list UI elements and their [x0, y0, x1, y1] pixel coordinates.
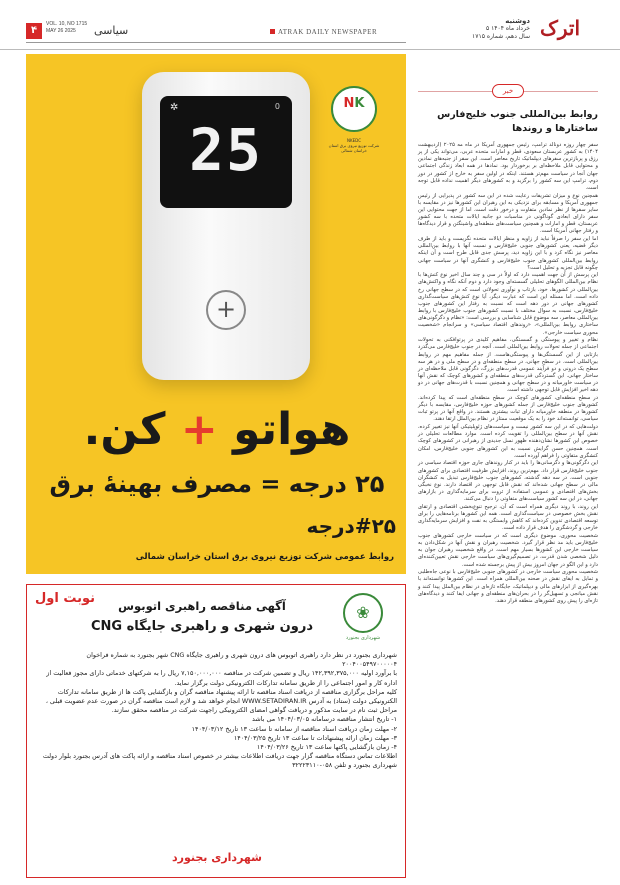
article-paragraph: این پرسش از آن جهت اهمیت دارد که اولاً در سی و چند سال اخیر نوع کنش‌ها با نظام بین‌المللی الگوهای تحلیلی گسسته‌ای وجود دارد و دوم آنکه نگاه و واکنش‌های بین‌المللی در کشورها، خود، بازتاب و نوآوری تحولاتی است که در سطح جهانی رخ داده است. اما مسئله این است که عبارت دیگر، آیا نوع کنش‌های سیاست‌گذاری کشورهای جهانی در دور دهه است که نسبت به رفتار این کشورهای جنوب خلیج‌فارس، نسبت به سوال مختلف با نسبت کشورهای جنوب خلیج‌فارس با روابط بین‌المللی معاصر، سه موضوع قابل شناسایی و بررسی است: «نظام و دگرگونی‌های ساختاری روابط بین‌المللی»، «روندهای اقتصاد سیاسی» و سرانجام «شخصیت محوری سیاست خارجی». — [418, 272, 598, 336]
paper-name-text: ATRAK DAILY NEWSPAPER — [278, 28, 378, 36]
slogan-headline — [34, 404, 400, 455]
article-paragraph: در سطح منطقه‌ای، کشورهای کوچک در سطح منطقه‌ای است که پیدا کرده‌اند. کشورهای جنوب خلیج‌فارس از جمله کشورهای حوزه خلیج‌فارس، مقایسه با دیگر کشورها در منطقه خاورمیانه دارای ثبات بیشتری هستند. در واقع آنها در پرتو ثبات سیاسی، توانسته‌اند خود را به یک موقعیت ممتاز در نظام بین‌الملل ارتقا دهند. — [418, 394, 598, 423]
red-square-icon — [270, 29, 275, 34]
snowflake-icon: ✲ — [170, 102, 179, 113]
tender-body — [35, 651, 397, 771]
hashtag: #۲۵درجه — [306, 514, 396, 538]
page-number: ۴ — [26, 23, 42, 39]
issue-number: سال دهم، شماره ۱۷۱۵ — [472, 33, 530, 40]
tender-paragraph: ۱- تاریخ انتشار مناقصه درسامانه ۱۴۰۴/۰۳/۰۵ می باشد — [252, 715, 397, 724]
brand-mark-text: NKEDC — [346, 138, 361, 143]
newspaper-logo: اترک — [540, 16, 581, 40]
slogan-part1: هواتو — [233, 404, 351, 455]
ad-footer: روابط عمومی شرکت توزیع نیروی برق استان خراسان شمالی — [135, 552, 394, 562]
tender-title: آگهی مناقصه راهبری اتوبوس — [118, 599, 286, 613]
issue-date-block — [424, 17, 530, 41]
date-line-en: MAY 26 2025 — [46, 28, 76, 34]
paper-name — [270, 28, 377, 36]
section-name: سیاسی — [94, 24, 129, 37]
tender-signature: شهرداری بجنورد — [171, 851, 262, 864]
article-paragraph: همچنین نوع و میزان تشریفات رعایت شده در این سه کشور در پذیرایی از رئیس جمهوری آمریکا و مسابقه برای نزدیکی به این رهبران این کشورها نیز در مقایسه با سایر سفرها از نظر نمادین متفاوت و درخور دقت است. اما از جهت محتوایی این سفر دارای ابعادی گوناگونی در مناسبات دو جانبه ایالات متحده با سه کشور عربستان، قطر و امارات و همچنین سیاست‌های منطقه‌ای واشینگتن و قرار دیدگاه‌ها و رفتار جهانی آمریکا است. — [418, 192, 598, 235]
page-header — [0, 0, 620, 50]
tender-paragraph: ۴- زمان بازگشایی پاکتها ساعت ۱۳ تاریخ ۱۴۰۴/۰۳/۲۶ — [256, 743, 397, 752]
nkedc-logo — [331, 86, 377, 132]
tender-notice — [26, 584, 406, 878]
tender-paragraph: اطلاعات تماس دستگاه مناقصه گزار جهت دریافت اطلاعات بیشتر در خصوص اسناد مناقصه و ارائه پاکت های آدرس بجنورد بلوار دولت شهرداری بجنورد و تلفن ۰۵۸-۳۲۲۲۳۱۱۰ — [42, 752, 397, 770]
tender-subtitle: درون شهری و راهبری جایگاه CNG — [90, 619, 313, 634]
tender-paragraph: کلیه مراحل برگزاری مناقصه از دریافت اسناد مناقصه تا ارائه پیشنهاد مناقصه گران و بازگشایی پاکت ها از طریق سامانه تدارکات الکترونیکی دولت (ستاد) به آدرس WWW.SETADIRAN.IR انجام خواهد شد و لازم است مناقصه گران در صورت عدم عضویت قبلی ، مراحل ثبت نام در سایت مذکور و دریافت گواهی امضای الکترونیکی راجهت شرکت در مناقصه محقق سازند. — [45, 687, 397, 715]
municipality-seal-icon: ❀ — [343, 593, 383, 633]
article-paragraph: دولت‌هایی که در این سه کشور نیست و سیاست‌های ژئوپلیتیکی آنها نیز تغییر کرده، نقش آنها در سطح بین‌المللی را تقویت کرده است. موارد مطالعات تحلیلی در خصوص این کشورها نشان‌دهنده ظهور نسل جدیدی از رهبرانی در کشورهای کوچک است. همچنین حسن گرایش نسبت به این کشورهای جنوبی خلیج‌فارس، امکان کنشگری متفاوتی را فراهم آورده است. — [418, 424, 598, 459]
header-divider — [26, 42, 406, 43]
thermostat-screen — [160, 96, 292, 208]
slogan-part2: کن. — [83, 404, 166, 455]
thermostat-advertisement — [26, 54, 406, 574]
article-paragraph: نظام و تغییر و پیوستگی و گسستگی، مفاهیم کلیدی در پرتوافکنی به تحولات اجتماعی از جمله تحولات روابط بین‌المللی است. آنچه در جنوب خلیج‌فارس می‌گذرد بازتابی از این گسستگی‌ها و پیوستگی‌هاست. از جمله مفاهیم مهم در روابط بین‌المللی است. در سطح جهانی، در سطح منطقه‌ای و در سطح ملی و در هر سه سطح یک درونی و دو فرآیند عمومی قدرت‌های بزرگ، دگرگونی قابل ملاحظه‌ای در ساختار جهانی. این گستردگی قدرت‌های منطقه‌ای و کشورهای کوچک که نقش آنها در سیاست خاورمیانه و در سطح جهانی و همچنین نسبت با قدرت‌های جهانی در دو دهه اخیر افزایش قابل توجهی داشته است. — [418, 337, 598, 394]
day-of-week: دوشنبه — [505, 17, 530, 25]
tender-paragraph: ۲- مهلت زمان دریافت اسناد مناقصه از سامانه تا ساعت ۱۳ تاریخ ۱۴۰۴/۰۳/۱۲ — [191, 724, 397, 733]
news-label — [418, 84, 598, 98]
tender-paragraph: با برآورد اولیه ۱۴۲,۳۹۲,۳۷۵,۰۰۰ ریال و تضمین شرکت در مناقصه ۷,۱۵۰,۰۰۰,۰۰۰ ریال را به شرکتهای خدماتی دارای مجوز فعالیت از اداره کار و امور اجتماعی را از طریق سامانه تدارکات الکترونیکی دولت برگزار نماید. — [46, 669, 397, 687]
thermostat-device — [142, 72, 310, 380]
article-paragraph: سفر چهار روزه دونالد ترامپ، رئیس جمهوری آمریکا در ماه مه ۲۰۲۵ (اردیبهشت ۱۴۰۴) به کشور عربستان سعودی، قطر و امارات متحده عربی، می‌تواند یکی از پر رزق و پربازترین سفرهای دیپلماتیک تاریخ معاصر است. این سفر از جنبه‌های نمادین و محتوایی قابل ملاحظه‌ای بر برخوردار بود. نمادها در همه ابعاد زندگی اجتماعی جهان آنجا در سیاست مهم‌تر هستند. اینکه در اولین سفر به خارج از کشور در دور دوم، ترامپ این سه کشور را برگزید و به کشورهای دیگر اهمیت نداده قابل توجه است. — [418, 142, 598, 191]
volume-info — [46, 21, 87, 35]
article-paragraph: شخصیت محوری، موضوع دیگری است که در سیاست خارجی کشورهای جنوب خلیج‌فارس باید مد نظر قرار گیرد. شخصیت رهبران و نقش آنها در شکل‌دادن به سیاست خارجی این کشورها بسیار مهم است. در واقع شخصیت رهبران جوان به دلیل شخصی شدن قدرت، در تصمیم‌گیری‌های سیاست خارجی نقش تعیین‌کننده‌ای دارد و این الگو در جهان امروز بیش از پیش برجسته شده است. — [418, 532, 598, 568]
tender-paragraph: شهرداری بجنورد در نظر دارد راهبری اتوبوس های درون شهری و راهبری جایگاه CNG شهر بجنورد به شماره فراخوان ۲۰۰۴۰۰۵۴۹۷۰۰۰۰۰۴ — [86, 651, 397, 669]
article-headline: روابط بین‌المللی جنوب خلیج‌فارس ساختارها و روندها — [437, 109, 598, 134]
plus-icon: + — [206, 290, 246, 330]
brand-caption-text: شرکت توزیع نیروی برق استان خراسان شمالی — [328, 143, 380, 153]
temperature-display: 25 — [189, 116, 263, 184]
notice-badge: نوبت اول — [35, 591, 96, 606]
article-paragraph: این دگرگونی‌ها و دگرسانی‌ها را باید در کنار روندهای جاری حوزه اقتصاد سیاسی در جنوب خلیج‌فارس قرار داد. مهم‌ترین روند، افزایش ظرفیت اقتصادی برای کشورهای جنوبی است. در سه دهه گذشته، کشورهای جنوب خلیج‌فارس تبدیل به کنشگران مالی در سطح جهانی شده‌اند که نقش قابل توجهی در اقتصاد دارند. نوع نخبگی بخش‌های اقتصادی و عمومی استفاده از ثروت برای سرمایه‌گذاری در بازارهای جهانی، در این سه کشور سیاست‌های متفاوتی را دنبال می‌کنند. — [418, 460, 598, 503]
article-paragraph: شخصیت محوری سیاست خارجی در کشورهای جنوبی خلیج‌فارس با نوعی جاه‌طلبی و تمایل به ایفای نقش در صحنه بین‌المللی همراه است. این کشورها توانسته‌اند با بهره‌گیری از ابزارهای مالی و دیپلماتیک، جایگاه تازه‌ای در نظام بین‌الملل پیدا کنند و نقش میانجی و تسهیل‌گر را در بحران‌های منطقه‌ای و جهانی ایفا کنند و دیدگاه‌های تازه‌ای را پیش روی کشورهای منطقه قرار دهند. — [418, 569, 598, 604]
article-paragraph: این روند، با روند دیگری همراه است که آن، ترجیح تنوع‌بخشی اقتصادی و ارتقای نقش بخش خصوصی در سیاست‌گذاری است. همه این کشورها برنامه‌هایی را برای توسعه اقتصادی تدوین کرده‌اند که کاهش وابستگی به نفت و افزایش سرمایه‌گذاری خارجی و گردشگری را هدف قرار داده است. — [418, 503, 598, 532]
display-zero: 0 — [274, 102, 280, 111]
brand-caption — [322, 138, 386, 153]
seal-caption: شهرداری بجنورد — [345, 635, 381, 641]
slogan-subline: ۲۵ درجه = مصرف بهینهٔ برق — [49, 470, 385, 498]
slogan-plus: + — [180, 404, 218, 455]
news-label-pill: خبر — [492, 84, 524, 98]
issue-date: ۵ خرداد ماه ۱۴۰۴ — [485, 25, 530, 32]
nkedc-logo-mark: NK — [343, 96, 365, 111]
article-paragraph: اما این سفر را صرفاً نباید از زاویه و منظر ایالات متحده نگریست و باید از طرف دیگر قضیه، یعنی کشورهای جنوبی خلیج‌فارس و نسبت آنها با روابط بین‌المللی معاصر نیز نگاه کرد و با این زاویه دید، پرسش جدی قابل طرح است و آن اینکه روابط بین‌المللی کشورهای جنوب خلیج‌فارس و کنشگری آنها در سیاست جهانی چگونه قابل تجزیه و تحلیل است؟ — [418, 236, 598, 271]
article-body — [418, 142, 598, 606]
news-column — [418, 54, 598, 880]
volume-line: VOL. 10, NO 1715 — [46, 21, 88, 27]
tender-paragraph: ۳- مهلت زمان ارائه پیشنهادات تا ساعت ۱۳ تاریخ ۱۴۰۴/۰۳/۲۵ — [233, 733, 397, 742]
